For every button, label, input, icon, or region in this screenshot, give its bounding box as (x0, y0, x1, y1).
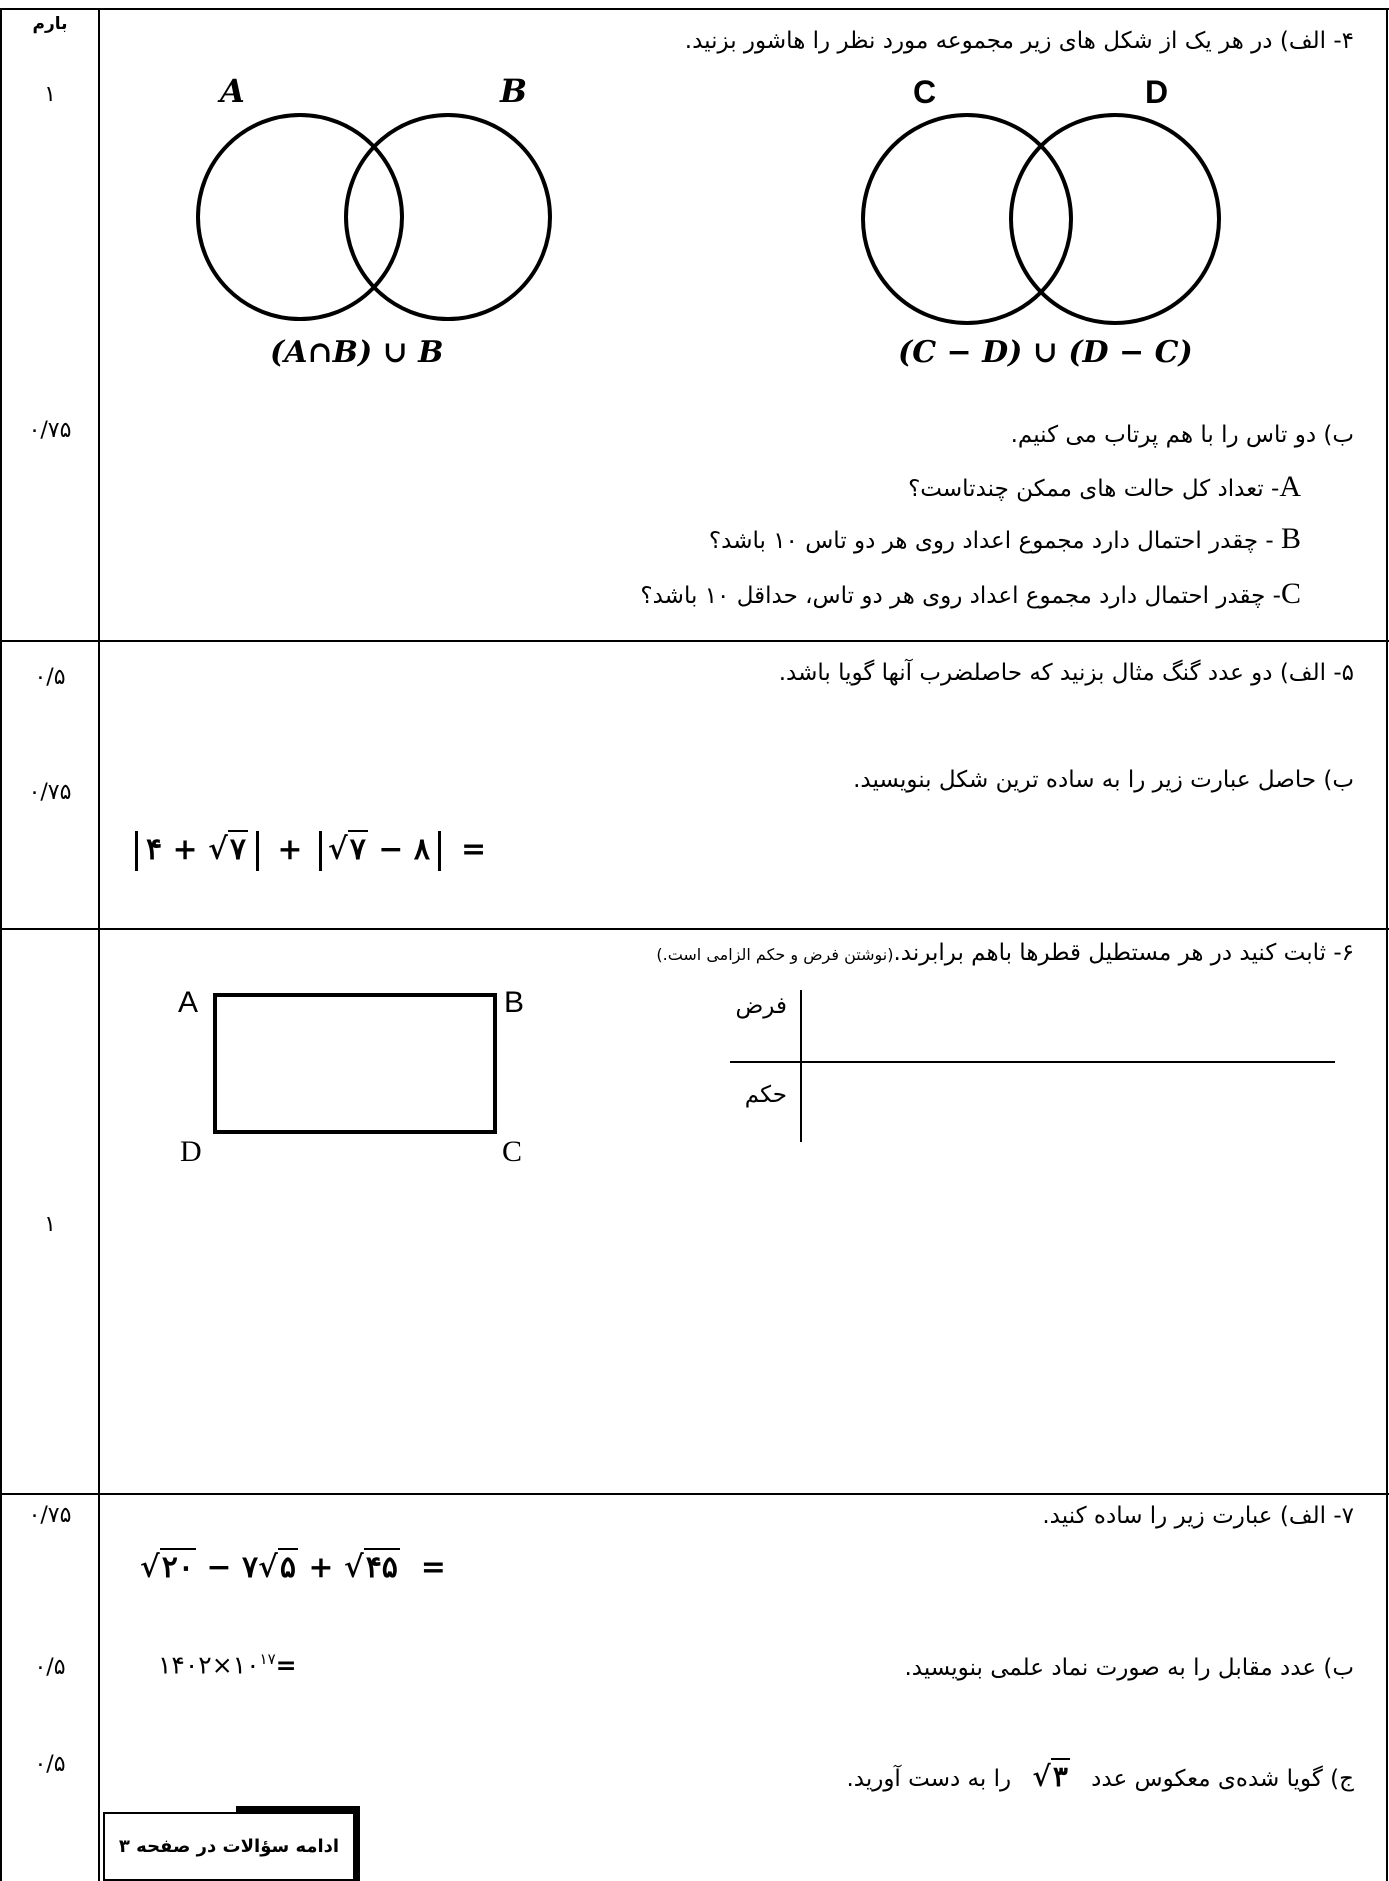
q7-expr-r3: ۴۵ (365, 1550, 398, 1585)
rect-label-c: C (502, 1135, 523, 1168)
q5-score-b: ۰/۷۵ (28, 780, 72, 805)
proof-assumption-label: فرض (735, 993, 787, 1019)
q4-item-c-letter: C (1280, 577, 1301, 610)
q6-note: (نوشتن فرض و حکم الزامی است.) (656, 945, 894, 964)
venn-right-label-d: D (1145, 74, 1169, 110)
q7-expr-plus: + (297, 1550, 344, 1585)
q7-expression: √۲۰ − ۷√۵ + √۴۵ = (140, 1550, 446, 1585)
q4-score-a: ۱ (44, 82, 56, 107)
q5-expr-rad2: ۷ (349, 832, 366, 867)
q5-score-a: ۰/۵ (34, 665, 66, 690)
frame-right (1386, 8, 1388, 1881)
q7-part-b: ب) عدد مقابل را به صورت نماد علمی بنویسید. (904, 1655, 1354, 1681)
proof-assumption-field[interactable] (805, 992, 1335, 1058)
q7-expr-eq: = (399, 1550, 446, 1585)
q5-expression: ۴ + √۷ + √۷ − ۸ = (135, 830, 486, 871)
q5-part-b: ب) حاصل عبارت زیر را به ساده ترین شکل بنویسید. (853, 767, 1354, 793)
q7-score-c: ۰/۵ (34, 1752, 66, 1777)
proof-conclusion-label: حکم (744, 1082, 787, 1108)
q7-expr-mid: − ۷ (195, 1550, 259, 1585)
q4-item-c (640, 577, 1301, 611)
q6-title-text: ۶- ثابت کنید در هر مستطیل قطرها باهم برابرند. (893, 940, 1354, 966)
q7-score-b: ۰/۵ (34, 1655, 66, 1680)
q4-item-c-text: - چقدر احتمال دارد مجموع اعداد روی هر دو تاس، حداقل ۱۰ باشد؟ (640, 583, 1281, 609)
q4-part-b: ب) دو تاس را با هم پرتاب می کنیم. (1010, 422, 1354, 448)
q7-part-c-radical: √۳ (1032, 1760, 1068, 1793)
q5-expr-rad1: ۷ (229, 832, 246, 867)
venn-left-label-a: A (220, 72, 245, 110)
venn-diagram-right[interactable] (855, 95, 1235, 335)
frame-left (0, 8, 2, 1881)
continue-box (103, 1812, 355, 1881)
venn-right-expression: (C − D) ∪ (D − C) (898, 335, 1193, 370)
venn-left-expression: (A∩B) ∪ B (270, 335, 444, 370)
q5-expr-minus: − ۸ (367, 832, 430, 867)
score-header: بارم (32, 14, 68, 34)
q4-score-b: ۰/۷۵ (28, 418, 72, 443)
proof-conclusion-field[interactable] (805, 1065, 1335, 1141)
q7-title: ۷- الف) عبارت زیر را ساده کنید. (1042, 1503, 1354, 1529)
rect-label-d: D (180, 1135, 202, 1168)
venn-diagram-left[interactable] (190, 95, 570, 335)
q7-score-a: ۰/۷۵ (28, 1503, 72, 1528)
q7-expr-r2: ۵ (279, 1550, 296, 1585)
q5-expr-eq: = (461, 832, 487, 867)
q5-title: ۵- الف) دو عدد گنگ مثال بزنید که حاصلضرب آنها گویا باشد. (778, 660, 1354, 686)
q4-item-a (908, 470, 1301, 504)
q7-part-c (846, 1758, 1354, 1793)
venn-right-label-c: C (913, 74, 937, 110)
proof-table-rule (730, 1061, 1335, 1063)
q4-item-b-letter: B (1280, 522, 1301, 555)
q7-part-c-text2: را به دست آورید. (846, 1766, 1012, 1792)
q7-part-c-text1: ج) گویا شده‌ی معکوس عدد (1091, 1766, 1354, 1792)
q7-sci-exp: ۱۷ (259, 1650, 276, 1668)
q7-sci-eq: = (275, 1650, 297, 1680)
q7-part-c-rad: ۳ (1052, 1760, 1068, 1793)
q4-item-a-text: - تعداد کل حالت های ممکن چندتاست؟ (908, 476, 1280, 502)
q5-expr-a: ۴ + (146, 832, 209, 867)
q6-title (656, 940, 1354, 966)
q7-scientific-number (158, 1650, 297, 1679)
row-divider-q5 (0, 928, 1389, 930)
q4-title: ۴- الف) در هر یک از شکل های زیر مجموعه مورد نظر را هاشور بزنید. (684, 28, 1354, 54)
q4-item-b-text: - چقدر احتمال دارد مجموع اعداد روی هر دو تاس ۱۰ باشد؟ (708, 528, 1281, 554)
rect-label-a: A (178, 986, 199, 1019)
rect-label-b: B (504, 986, 525, 1019)
venn-left-label-b: B (500, 72, 528, 110)
q4-item-a-letter: A (1279, 470, 1301, 503)
q4-item-b (709, 522, 1301, 556)
continue-text: ادامه سؤالات در صفحه ۳ (118, 1836, 340, 1857)
score-column-divider (98, 8, 100, 1881)
q7-sci-base: ۱۴۰۲×۱۰ (158, 1650, 260, 1680)
row-divider-q4 (0, 640, 1389, 642)
frame-top (0, 8, 1389, 10)
row-divider-q6 (0, 1493, 1389, 1495)
q6-score: ۱ (44, 1212, 56, 1237)
q5-expr-plus: + (266, 832, 314, 867)
q7-expr-r1: ۲۰ (161, 1550, 194, 1585)
rectangle-figure[interactable] (210, 990, 510, 1140)
proof-table-divider (800, 990, 802, 1142)
